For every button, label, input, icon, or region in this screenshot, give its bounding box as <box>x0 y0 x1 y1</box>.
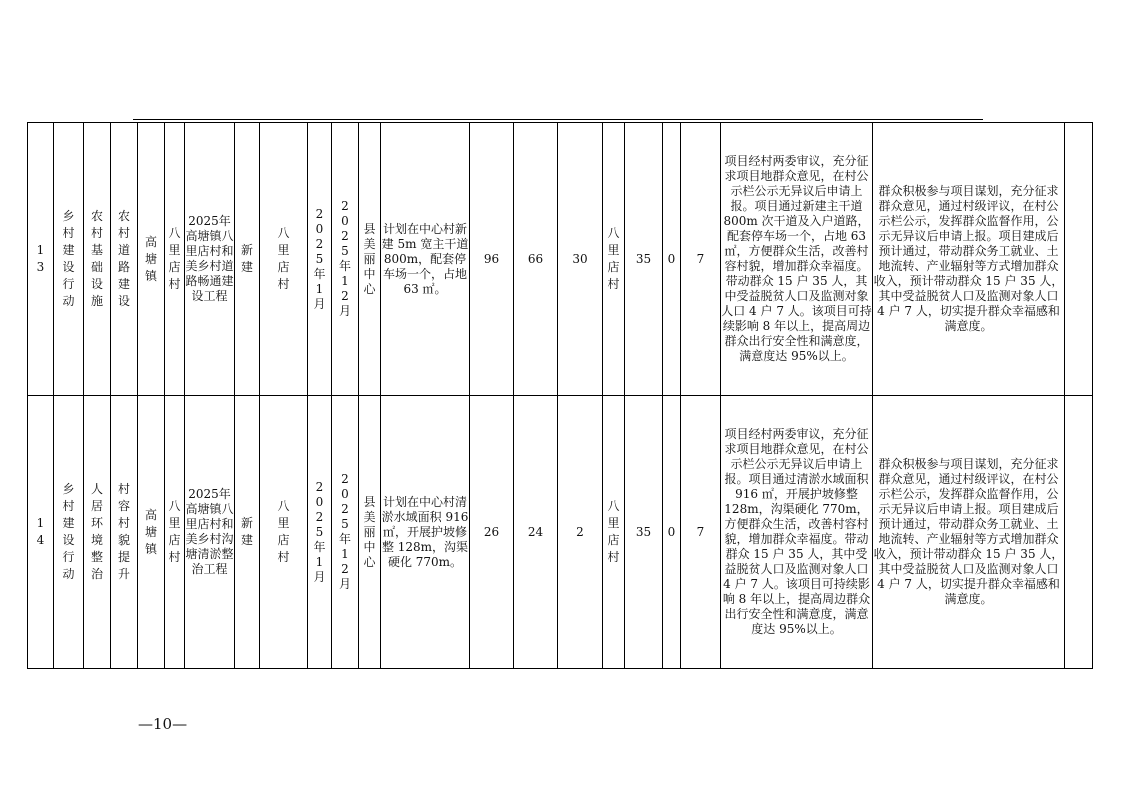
row-index: 14 <box>28 396 54 669</box>
page-number: —10— <box>138 715 188 733</box>
table-row <box>28 396 1093 669</box>
top-rule <box>133 119 983 120</box>
town-cell: 高塘镇 <box>138 396 165 669</box>
project-name-cell: 2025年高塘镇八里店村和美乡村道路畅通建设工程 <box>185 123 235 396</box>
category-cell: 乡村建设行动 <box>54 123 84 396</box>
dept-cell: 县美丽中心 <box>359 396 381 669</box>
num-a-cell: 35 <box>625 396 663 669</box>
num-b-cell: 0 <box>663 396 681 669</box>
town-cell: 高塘镇 <box>138 123 165 396</box>
num-c-cell: 7 <box>681 396 721 669</box>
num-a-cell: 35 <box>625 123 663 396</box>
location-cell: 八里店村 <box>260 396 308 669</box>
benefit-cell: 项目经村两委审议，充分征求项目地群众意见，在村公示栏公示无异议后申请上报。项目通过清淤水域面积 916 ㎡，开展护坡修整 128m，沟渠硬化 770m，方便群众生活，改善村容村貌，增加群众幸福度。带动群众 15 户 35 人，其中受益脱贫人口及监测对象人口 4 户 7 人。该项目可持续影响 8 年以上，提高周边群众出行安全性和满意度，满意度达 95%以上。 <box>721 396 873 669</box>
benefit-cell: 项目经村两委审议，充分征求项目地群众意见，在村公示栏公示无异议后申请上报。项目通过新建主干道 800m 次干道及入户道路，配套停车场一个，占地 63 ㎡，方便群众生活，改善村容村貌，增加群众幸福度。带动群众 15 户 35 人，其中受益脱贫人口及监测对象人口 4 户 7 人。该项目可持续影响 8 年以上，提高周边群众出行安全性和满意度，满意度达 95%以上。 <box>721 123 873 396</box>
content-cell: 计划在中心村清淤水域面积 916 ㎡，开展护坡修整 128m，沟渠硬化 770m。 <box>381 396 470 669</box>
location-cell: 八里店村 <box>260 123 308 396</box>
dept-cell: 县美丽中心 <box>359 123 381 396</box>
subcategory-cell: 人居环境整治 <box>84 396 111 669</box>
nature-cell: 新建 <box>235 396 260 669</box>
fund-b-cell: 2 <box>558 396 603 669</box>
village-cell: 八里店村 <box>165 396 185 669</box>
item-type-cell: 村容村貌提升 <box>111 396 138 669</box>
project-table <box>27 122 1093 669</box>
start-date-cell: 2025年1月 <box>308 123 332 396</box>
num-b-cell: 0 <box>663 123 681 396</box>
num-c-cell: 7 <box>681 123 721 396</box>
note-cell <box>1065 123 1093 396</box>
row-index: 13 <box>28 123 54 396</box>
total-cell: 96 <box>470 123 514 396</box>
village-cell: 八里店村 <box>165 123 185 396</box>
mechanism-cell: 群众积极参与项目谋划，充分征求群众意见，通过村级评议，在村公示栏公示，发挥群众监督作用，公示无异议后申请上报。项目建成后预计通过，带动群众务工就业、土地流转、产业辐射等方式增加群众收入，预计带动群众 15 户 35 人，其中受益脱贫人口及监测对象人口 4 户 7 人，切实提升群众幸福感和满意度。 <box>873 396 1065 669</box>
note-cell <box>1065 396 1093 669</box>
fund-b-cell: 30 <box>558 123 603 396</box>
start-date-cell: 2025年1月 <box>308 396 332 669</box>
table-row <box>28 123 1093 396</box>
beneficiary-cell: 八里店村 <box>603 123 625 396</box>
total-cell: 26 <box>470 396 514 669</box>
item-type-cell: 农村道路建设 <box>111 123 138 396</box>
fund-a-cell: 66 <box>514 123 558 396</box>
project-name-cell: 2025年高塘镇八里店村和美乡村沟塘清淤整治工程 <box>185 396 235 669</box>
nature-cell: 新建 <box>235 123 260 396</box>
end-date-cell: 2025年12月 <box>332 123 359 396</box>
content-cell: 计划在中心村新建 5m 宽主干道 800m，配套停车场一个，占地 63 ㎡。 <box>381 123 470 396</box>
category-cell: 乡村建设行动 <box>54 396 84 669</box>
end-date-cell: 2025年12月 <box>332 396 359 669</box>
subcategory-cell: 农村基础设施 <box>84 123 111 396</box>
beneficiary-cell: 八里店村 <box>603 396 625 669</box>
fund-a-cell: 24 <box>514 396 558 669</box>
mechanism-cell: 群众积极参与项目谋划，充分征求群众意见，通过村级评议，在村公示栏公示，发挥群众监督作用，公示无异议后申请上报。项目建成后预计通过，带动群众务工就业、土地流转、产业辐射等方式增加群众收入，预计带动群众 15 户 35 人，其中受益脱贫人口及监测对象人口 4 户 7 人，切实提升群众幸福感和满意度。 <box>873 123 1065 396</box>
